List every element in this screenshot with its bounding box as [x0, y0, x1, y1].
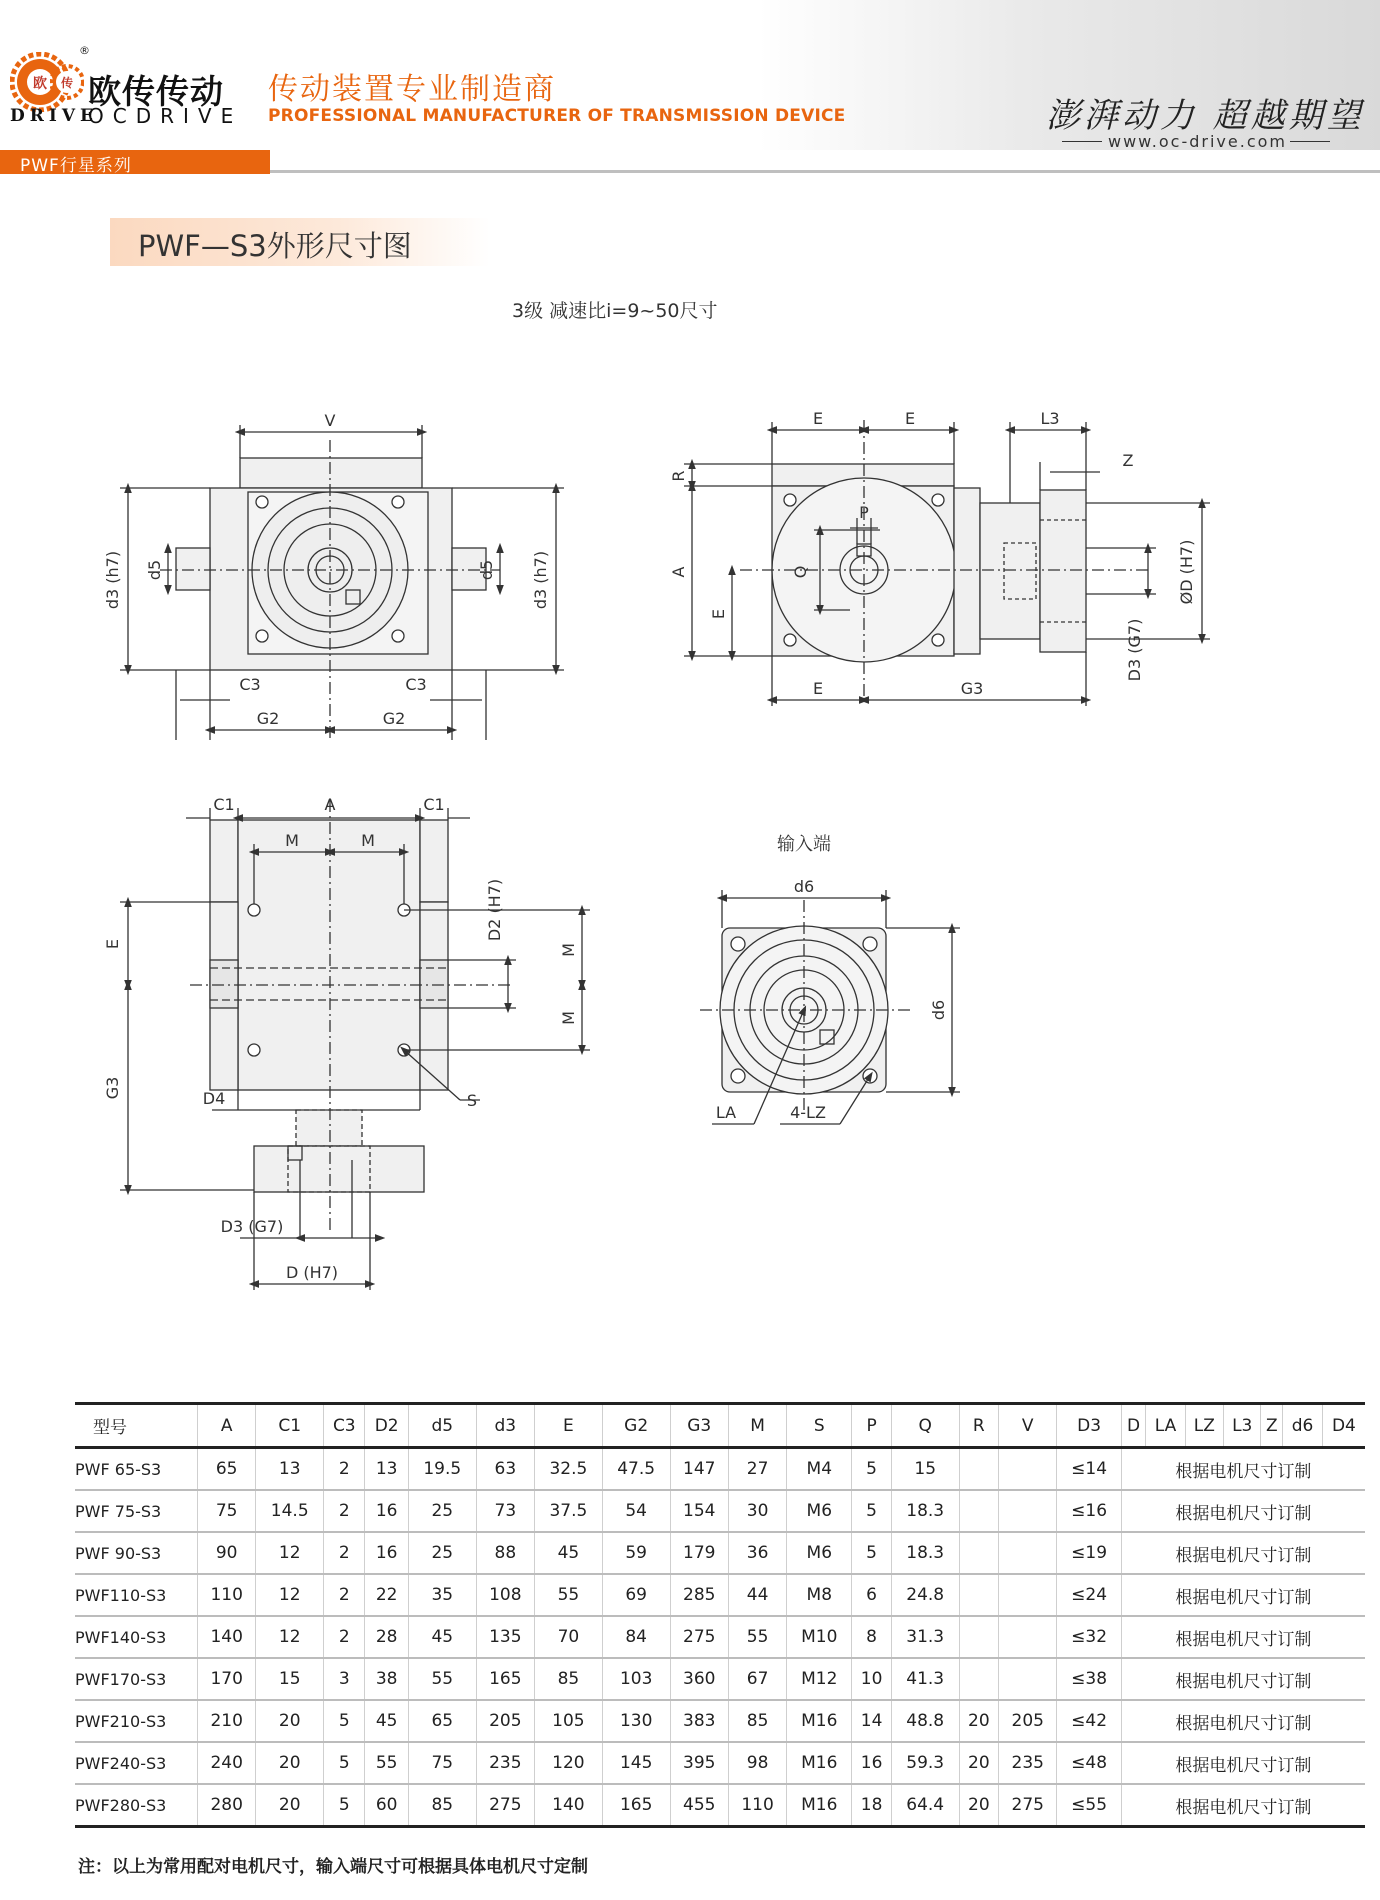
label-c3-left: C3	[239, 675, 261, 694]
label-d3-g7-side: D3 (G7)	[1125, 618, 1144, 682]
table-cell: 48.8	[891, 1700, 959, 1742]
table-cell: M4	[787, 1448, 852, 1491]
table-cell: 47.5	[602, 1448, 670, 1491]
table-cell: 135	[476, 1616, 534, 1658]
table-cell: 14	[852, 1700, 891, 1742]
column-header: D3	[1057, 1404, 1121, 1448]
table-cell	[999, 1490, 1057, 1532]
table-cell: 98	[728, 1742, 786, 1784]
logo-char-2: 传	[60, 76, 74, 90]
series-label: PWF行星系列	[20, 156, 132, 176]
label-a-top: A	[324, 795, 336, 814]
table-cell: 85	[408, 1784, 476, 1827]
table-cell: 69	[602, 1574, 670, 1616]
table-cell: 88	[476, 1532, 534, 1574]
input-end-title: 输入端	[777, 834, 831, 855]
column-header: D2	[365, 1404, 408, 1448]
column-header: Q	[891, 1404, 959, 1448]
table-cell: 12	[256, 1532, 324, 1574]
table-header-row	[75, 1404, 1365, 1448]
table-cell: 2	[324, 1448, 365, 1491]
column-header: D	[1121, 1404, 1146, 1448]
table-cell: 455	[670, 1784, 728, 1827]
column-header: A	[198, 1404, 256, 1448]
model-cell: PWF280-S3	[75, 1784, 198, 1827]
table-row	[75, 1784, 1365, 1827]
table-cell: 55	[365, 1742, 408, 1784]
table-cell: 16	[365, 1490, 408, 1532]
column-header: Z	[1261, 1404, 1283, 1448]
table-cell: 55	[728, 1616, 786, 1658]
website-url: www.oc-drive.com	[1108, 132, 1287, 151]
label-g3-top: G3	[103, 1076, 122, 1100]
table-cell: 20	[256, 1700, 324, 1742]
table-cell: 15	[256, 1658, 324, 1700]
label-c3-right: C3	[405, 675, 427, 694]
table-cell: 70	[535, 1616, 603, 1658]
custom-size-note: 根据电机尺寸订制	[1121, 1700, 1365, 1742]
table-row	[75, 1616, 1365, 1658]
registered-mark: ®	[79, 44, 90, 57]
label-l3: L3	[1040, 409, 1060, 428]
column-header: M	[728, 1404, 786, 1448]
label-e-top-view: E	[103, 938, 122, 950]
label-d-h7: D (H7)	[285, 1263, 339, 1282]
model-cell: PWF140-S3	[75, 1616, 198, 1658]
table-cell: 205	[999, 1700, 1057, 1742]
table-cell: 73	[476, 1490, 534, 1532]
label-d6-top: d6	[793, 877, 815, 896]
table-cell	[959, 1574, 998, 1616]
table-cell: 2	[324, 1574, 365, 1616]
table-cell: 130	[602, 1700, 670, 1742]
label-m-upper: M	[559, 943, 578, 957]
table-cell: M6	[787, 1532, 852, 1574]
table-cell: 110	[198, 1574, 256, 1616]
table-cell: 360	[670, 1658, 728, 1700]
table-cell: 45	[408, 1616, 476, 1658]
column-header: G2	[602, 1404, 670, 1448]
table-cell: 6	[852, 1574, 891, 1616]
table-cell: 27	[728, 1448, 786, 1491]
front-view-drawing	[120, 425, 564, 740]
label-g3-side: G3	[960, 679, 984, 698]
column-header: C3	[324, 1404, 365, 1448]
table-body	[75, 1448, 1365, 1827]
table-cell: 55	[535, 1574, 603, 1616]
table-cell: ≤38	[1057, 1658, 1121, 1700]
label-d5-right: d5	[477, 559, 496, 581]
custom-size-note: 根据电机尺寸订制	[1121, 1658, 1365, 1700]
table-cell: 19.5	[408, 1448, 476, 1491]
logo-char-1: 欧	[33, 76, 47, 92]
table-cell: 60	[365, 1784, 408, 1827]
table-cell: 90	[198, 1532, 256, 1574]
label-q: Q	[791, 565, 810, 579]
label-c1-right: C1	[423, 795, 445, 814]
table-cell: 240	[198, 1742, 256, 1784]
table-cell: ≤32	[1057, 1616, 1121, 1658]
table-cell: 275	[670, 1616, 728, 1658]
table-cell: 64.4	[891, 1784, 959, 1827]
input-end-drawing	[700, 890, 960, 1124]
footnote: 注：以上为常用配对电机尺寸，输入端尺寸可根据具体电机尺寸定制	[78, 1857, 588, 1877]
table-cell: 2	[324, 1490, 365, 1532]
table-cell: 38	[365, 1658, 408, 1700]
table-cell: 275	[476, 1784, 534, 1827]
table-cell: 179	[670, 1532, 728, 1574]
table-cell: M16	[787, 1784, 852, 1827]
table-cell: 20	[959, 1742, 998, 1784]
table-row	[75, 1700, 1365, 1742]
column-header: d6	[1283, 1404, 1322, 1448]
table-cell: 5	[852, 1448, 891, 1491]
custom-size-note: 根据电机尺寸订制	[1121, 1532, 1365, 1574]
table-cell	[999, 1448, 1057, 1491]
table-cell: ≤24	[1057, 1574, 1121, 1616]
table-cell: 205	[476, 1700, 534, 1742]
table-cell: 210	[198, 1700, 256, 1742]
label-od-h7: ØD (H7)	[1177, 539, 1196, 605]
table-cell: 5	[324, 1742, 365, 1784]
table-cell: 140	[535, 1784, 603, 1827]
label-m-left: M	[285, 831, 299, 850]
table-cell: 285	[670, 1574, 728, 1616]
custom-size-note: 根据电机尺寸订制	[1121, 1742, 1365, 1784]
table-cell: 145	[602, 1742, 670, 1784]
table-cell: 280	[198, 1784, 256, 1827]
table-cell	[999, 1574, 1057, 1616]
table-cell: 16	[365, 1532, 408, 1574]
table-cell: 85	[728, 1700, 786, 1742]
label-g2-left: G2	[256, 709, 280, 728]
table-cell: 75	[408, 1742, 476, 1784]
table-cell: 18	[852, 1784, 891, 1827]
table-cell: 59.3	[891, 1742, 959, 1784]
label-a-side: A	[669, 566, 688, 578]
table-cell: M16	[787, 1742, 852, 1784]
table-cell	[959, 1490, 998, 1532]
column-header: LA	[1146, 1404, 1185, 1448]
table-cell	[999, 1532, 1057, 1574]
custom-size-note: 根据电机尺寸订制	[1121, 1448, 1365, 1491]
column-header: D4	[1322, 1404, 1365, 1448]
table-cell: ≤14	[1057, 1448, 1121, 1491]
label-z: Z	[1122, 451, 1134, 470]
table-cell: 16	[852, 1742, 891, 1784]
table-cell: 45	[365, 1700, 408, 1742]
table-cell: 2	[324, 1616, 365, 1658]
table-cell: 165	[476, 1658, 534, 1700]
model-cell: PWF 90-S3	[75, 1532, 198, 1574]
table-cell: 54	[602, 1490, 670, 1532]
table-cell: 3	[324, 1658, 365, 1700]
custom-size-note: 根据电机尺寸订制	[1121, 1574, 1365, 1616]
table-cell	[959, 1616, 998, 1658]
table-cell: 63	[476, 1448, 534, 1491]
table-cell	[959, 1448, 998, 1491]
table-cell: 45	[535, 1532, 603, 1574]
table-cell: 35	[408, 1574, 476, 1616]
table-cell: ≤19	[1057, 1532, 1121, 1574]
table-cell: 65	[198, 1448, 256, 1491]
table-cell: 108	[476, 1574, 534, 1616]
table-cell: 165	[602, 1784, 670, 1827]
label-d6-right: d6	[929, 999, 948, 1021]
column-header: V	[999, 1404, 1057, 1448]
label-e-top-left: E	[812, 409, 824, 428]
label-d2-h7: D2 (H7)	[485, 878, 504, 942]
top-view-drawing	[120, 800, 590, 1290]
table-cell: 103	[602, 1658, 670, 1700]
label-c1-left: C1	[213, 795, 235, 814]
table-cell: 25	[408, 1532, 476, 1574]
label-e-bottom: E	[812, 679, 824, 698]
brand-name-cn: 欧传传动	[88, 72, 224, 111]
column-header: d5	[408, 1404, 476, 1448]
table-cell: 235	[999, 1742, 1057, 1784]
model-cell: PWF170-S3	[75, 1658, 198, 1700]
model-cell: PWF110-S3	[75, 1574, 198, 1616]
column-header: 型号	[75, 1404, 198, 1448]
table-cell: 14.5	[256, 1490, 324, 1532]
model-cell: PWF240-S3	[75, 1742, 198, 1784]
table-cell: M12	[787, 1658, 852, 1700]
table-cell: 20	[959, 1784, 998, 1827]
column-header: R	[959, 1404, 998, 1448]
table-cell: 41.3	[891, 1658, 959, 1700]
table-cell: 5	[852, 1490, 891, 1532]
model-cell: PWF 65-S3	[75, 1448, 198, 1491]
table-cell: ≤42	[1057, 1700, 1121, 1742]
table-cell: 65	[408, 1700, 476, 1742]
table-cell: 25	[408, 1490, 476, 1532]
table-cell: 15	[891, 1448, 959, 1491]
table-cell: 22	[365, 1574, 408, 1616]
table-cell: 8	[852, 1616, 891, 1658]
page-subtitle: 3级 减速比i=9~50尺寸	[512, 300, 718, 322]
column-header: LZ	[1185, 1404, 1224, 1448]
brand-name-en: OCDRIVE	[88, 104, 243, 128]
table-cell: 154	[670, 1490, 728, 1532]
table-cell: 75	[198, 1490, 256, 1532]
column-header: G3	[670, 1404, 728, 1448]
label-d3-right: d3 (h7)	[531, 550, 550, 610]
table-row	[75, 1490, 1365, 1532]
table-row	[75, 1574, 1365, 1616]
table-cell: 85	[535, 1658, 603, 1700]
spec-table	[75, 1402, 1365, 1828]
table-cell: 67	[728, 1658, 786, 1700]
table-cell: M6	[787, 1490, 852, 1532]
table-cell: 13	[256, 1448, 324, 1491]
custom-size-note: 根据电机尺寸订制	[1121, 1784, 1365, 1827]
label-v: V	[324, 411, 336, 430]
table-cell: 24.8	[891, 1574, 959, 1616]
table-cell: ≤16	[1057, 1490, 1121, 1532]
table-cell: ≤48	[1057, 1742, 1121, 1784]
table-cell	[999, 1616, 1057, 1658]
table-cell: 18.3	[891, 1532, 959, 1574]
table-cell: 2	[324, 1532, 365, 1574]
table-cell: 31.3	[891, 1616, 959, 1658]
label-d4: D4	[202, 1089, 226, 1108]
table-cell: 105	[535, 1700, 603, 1742]
custom-size-note: 根据电机尺寸订制	[1121, 1490, 1365, 1532]
custom-size-note: 根据电机尺寸订制	[1121, 1616, 1365, 1658]
table-cell	[959, 1532, 998, 1574]
table-row	[75, 1658, 1365, 1700]
table-cell: 170	[198, 1658, 256, 1700]
table-cell: 383	[670, 1700, 728, 1742]
table-cell: 18.3	[891, 1490, 959, 1532]
brand-drive: DRIVE	[10, 106, 98, 126]
label-d3-g7-top: D3 (G7)	[220, 1217, 284, 1236]
table-cell: 5	[852, 1532, 891, 1574]
table-cell: M10	[787, 1616, 852, 1658]
table-cell: 84	[602, 1616, 670, 1658]
table-cell: 36	[728, 1532, 786, 1574]
model-cell: PWF210-S3	[75, 1700, 198, 1742]
tagline-cn: 传动装置专业制造商	[268, 72, 556, 107]
label-r: R	[669, 470, 688, 482]
table-cell: 5	[324, 1700, 365, 1742]
label-d3-left: d3 (h7)	[103, 550, 122, 610]
table-cell	[999, 1658, 1057, 1700]
table-cell: 20	[256, 1784, 324, 1827]
table-cell: 20	[256, 1742, 324, 1784]
column-header: L3	[1224, 1404, 1261, 1448]
slogan: 澎湃动力 超越期望	[1046, 96, 1365, 136]
model-cell: PWF 75-S3	[75, 1490, 198, 1532]
table-cell: 235	[476, 1742, 534, 1784]
label-d5-left: d5	[145, 559, 164, 581]
table-cell: 32.5	[535, 1448, 603, 1491]
table-cell: 13	[365, 1448, 408, 1491]
label-e-top-right: E	[904, 409, 916, 428]
table-row	[75, 1742, 1365, 1784]
table-cell: 12	[256, 1574, 324, 1616]
column-header: E	[535, 1404, 603, 1448]
table-cell: 5	[324, 1784, 365, 1827]
page-title: PWF—S3外形尺寸图	[138, 229, 412, 263]
label-la: LA	[715, 1103, 737, 1122]
table-cell: 20	[959, 1700, 998, 1742]
label-m-lower: M	[559, 1011, 578, 1025]
table-cell: 110	[728, 1784, 786, 1827]
column-header: P	[852, 1404, 891, 1448]
table-cell: 30	[728, 1490, 786, 1532]
table-row	[75, 1448, 1365, 1491]
label-s: S	[466, 1091, 478, 1110]
column-header: d3	[476, 1404, 534, 1448]
table-cell: 55	[408, 1658, 476, 1700]
label-p: P	[859, 503, 869, 522]
label-4-lz: 4-LZ	[790, 1103, 826, 1122]
table-cell: 140	[198, 1616, 256, 1658]
table-cell: 395	[670, 1742, 728, 1784]
label-g2-right: G2	[382, 709, 406, 728]
table-cell: M8	[787, 1574, 852, 1616]
table-cell: 120	[535, 1742, 603, 1784]
table-cell: M16	[787, 1700, 852, 1742]
table-cell: 147	[670, 1448, 728, 1491]
label-e-left: E	[709, 608, 728, 620]
table-cell	[959, 1658, 998, 1700]
table-cell: 10	[852, 1658, 891, 1700]
table-cell: 44	[728, 1574, 786, 1616]
table-cell: 37.5	[535, 1490, 603, 1532]
table-cell: 12	[256, 1616, 324, 1658]
table-row	[75, 1532, 1365, 1574]
table-cell: 28	[365, 1616, 408, 1658]
column-header: S	[787, 1404, 852, 1448]
tagline-en: PROFESSIONAL MANUFACTURER OF TRANSMISSION DEVICE	[268, 106, 846, 126]
label-m-right: M	[361, 831, 375, 850]
column-header: C1	[256, 1404, 324, 1448]
table-cell: 275	[999, 1784, 1057, 1827]
table-cell: ≤55	[1057, 1784, 1121, 1827]
table-cell: 59	[602, 1532, 670, 1574]
